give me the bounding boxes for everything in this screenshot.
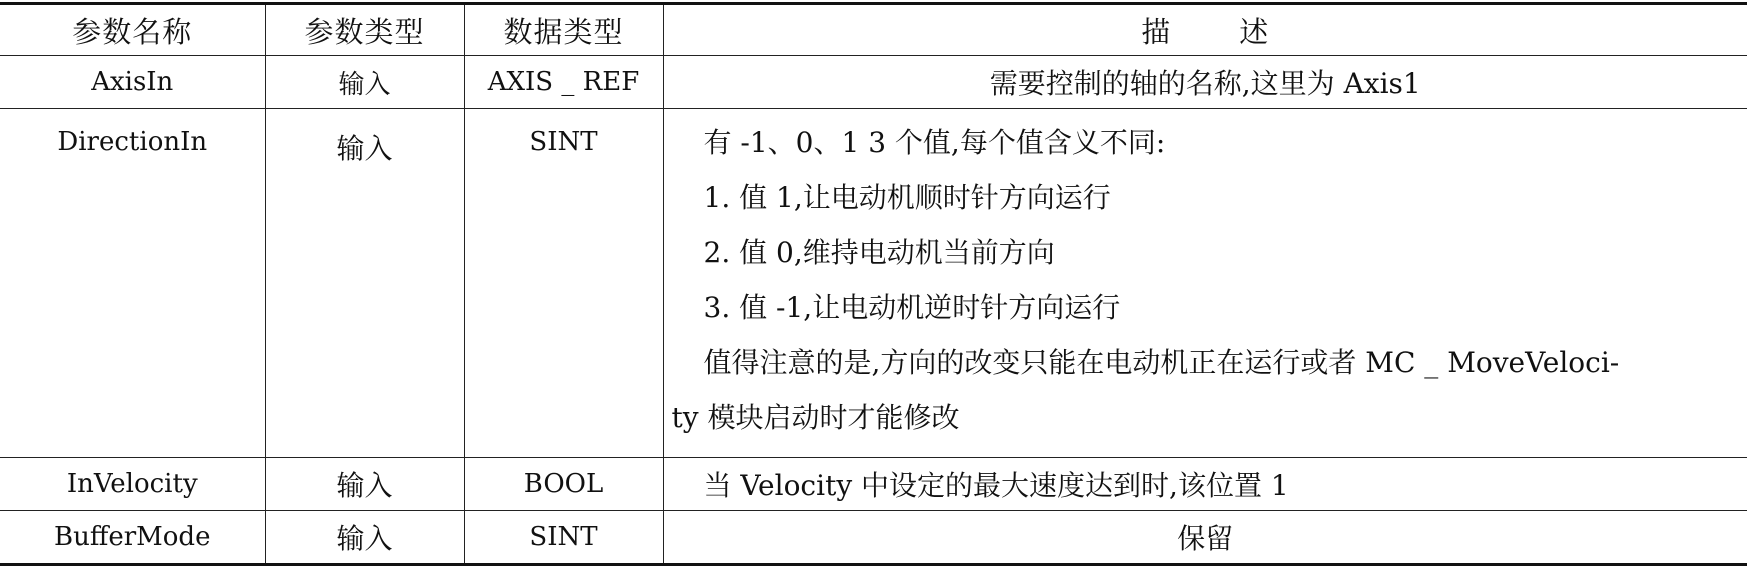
- table-header-row: [0, 4, 1747, 56]
- cell-data-type: SINT: [464, 511, 663, 565]
- cell-param-type: 输入: [265, 56, 464, 109]
- description-line: 1. 值 1,让电动机顺时针方向运行: [704, 170, 1734, 225]
- table-row: [0, 458, 1747, 511]
- description-block: [664, 115, 1747, 445]
- cell-param-type: 输入: [265, 109, 464, 458]
- header-data-type: 数据类型: [464, 4, 663, 56]
- parameter-table: [0, 2, 1747, 566]
- cell-data-type: SINT: [464, 109, 663, 458]
- cell-description: 保留: [663, 511, 1747, 565]
- cell-description: 需要控制的轴的名称,这里为 Axis1: [663, 56, 1747, 109]
- header-param-name: 参数名称: [0, 4, 265, 56]
- header-description-char1: 描: [1141, 15, 1171, 49]
- table-row: [0, 511, 1747, 565]
- cell-description: [663, 109, 1747, 458]
- cell-param-type: 输入: [265, 511, 464, 565]
- cell-description: 当 Velocity 中设定的最大速度达到时,该位置 1: [663, 458, 1747, 511]
- cell-param-name: BufferMode: [0, 511, 265, 565]
- cell-data-type: AXIS _ REF: [464, 56, 663, 109]
- description-note-line1: 值得注意的是,方向的改变只能在电动机正在运行或者 MC _ MoveVeloci-: [704, 335, 1734, 390]
- table-row: [0, 109, 1747, 458]
- header-description: [663, 4, 1747, 56]
- description-line: 有 -1、0、1 3 个值,每个值含义不同:: [704, 115, 1734, 170]
- description-line: 2. 值 0,维持电动机当前方向: [704, 225, 1734, 280]
- cell-param-name: AxisIn: [0, 56, 265, 109]
- cell-data-type: BOOL: [464, 458, 663, 511]
- description-line: 3. 值 -1,让电动机逆时针方向运行: [704, 280, 1734, 335]
- cell-param-name: InVelocity: [0, 458, 265, 511]
- description-note-line2: ty 模块启动时才能修改: [672, 390, 1734, 445]
- table-row: [0, 56, 1747, 109]
- cell-param-name: DirectionIn: [0, 109, 265, 458]
- header-description-char2: 述: [1239, 15, 1269, 49]
- cell-param-type: 输入: [265, 458, 464, 511]
- header-param-type: 参数类型: [265, 4, 464, 56]
